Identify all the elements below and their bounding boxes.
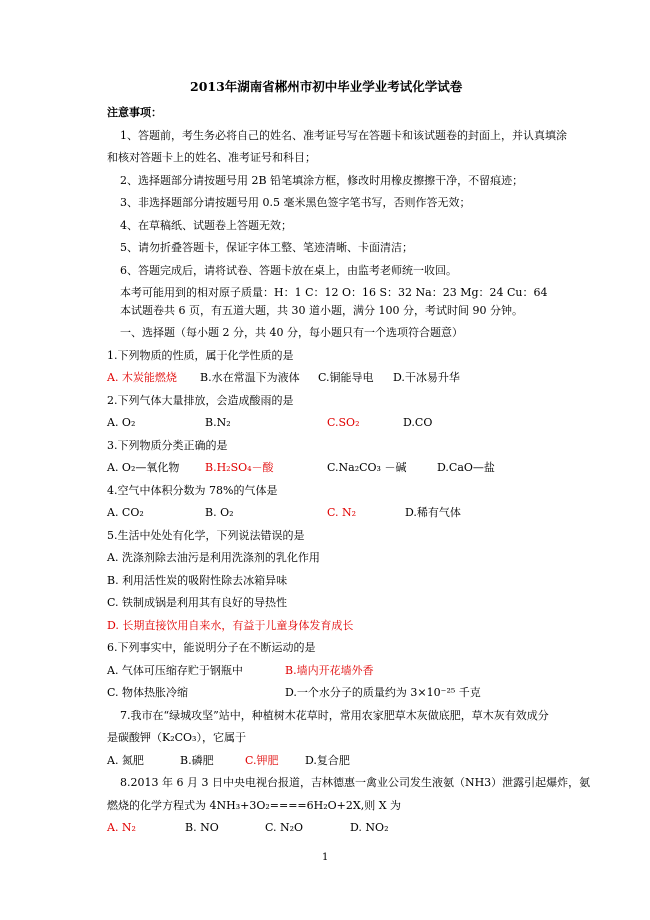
notice-heading: 注意事项：: [107, 106, 162, 119]
question-8-option-a: A. N₂: [107, 821, 136, 834]
question-1-option-a: A. 木炭能燃烧: [107, 371, 177, 384]
notice-4: 4、在草稿纸、试题卷上答题无效；: [120, 219, 292, 232]
question-6-stem: 6.下列事实中，能说明分子在不断运动的是: [107, 641, 316, 654]
question-6-option-a: A. 气体可压缩存贮于钢瓶中: [107, 664, 243, 677]
question-8-option-c: C. N₂O: [265, 821, 304, 834]
question-1-stem: 1.下列物质的性质，属于化学性质的是: [107, 349, 294, 362]
notice-1-cont: 和核对答题卡上的姓名、准考证号和科目；: [107, 151, 316, 164]
question-8-stem: 8.2013 年 6 月 3 日中央电视台报道，吉林德惠一禽业公司发生液氨（NH3）泄露引起爆炸，氨: [120, 776, 591, 789]
question-7-option-c: C.钾肥: [245, 754, 279, 767]
question-7-option-b: B.磷肥: [180, 754, 214, 767]
question-1-option-b: B.水在常温下为液体: [200, 371, 300, 384]
question-4-option-b: B. O₂: [205, 506, 234, 519]
section-1-heading: 一、选择题（每小题 2 分，共 40 分，每小题只有一个选项符合题意）: [120, 326, 463, 339]
question-6-option-b: B.墙内开花墙外香: [285, 664, 374, 677]
page-number: 1: [322, 852, 329, 863]
notice-2: 2、选择题部分请按题号用 2B 铅笔填涂方框，修改时用橡皮擦擦干净，不留痕迹；: [120, 174, 524, 187]
question-2-option-a: A. O₂: [107, 416, 136, 429]
question-2-option-d: D.CO: [403, 416, 433, 429]
question-5-option-b: B. 利用活性炭的吸附性除去冰箱异味: [107, 574, 288, 587]
atomic-mass-line: 本考可能用到的相对原子质量：H：1 C：12 O：16 S：32 Na：23 Mg：24 Cu：64: [120, 286, 548, 299]
question-7-option-a: A. 氮肥: [107, 754, 144, 767]
notice-3: 3、非选择题部分请按题号用 0.5 毫米黑色签字笔书写，否则作答无效；: [120, 196, 471, 209]
notice-1: 1、答题前，考生务必将自己的姓名、准考证号写在答题卡和该试题卷的封面上，并认真填涂: [120, 129, 567, 142]
question-5-stem: 5.生活中处处有化学，下列说法错误的是: [107, 529, 305, 542]
question-4-option-a: A. CO₂: [107, 506, 144, 519]
notice-5: 5、请勿折叠答题卡，保证字体工整、笔迹清晰、卡面清洁；: [120, 241, 413, 254]
question-3-option-a: A. O₂—氧化物: [107, 461, 180, 474]
question-6-option-c: C. 物体热胀冷缩: [107, 686, 189, 699]
page-title: 2013年湖南省郴州市初中毕业学业考试化学试卷: [190, 79, 463, 94]
question-4-option-d: D.稀有气体: [405, 506, 461, 519]
question-2-option-b: B.N₂: [205, 416, 231, 429]
exam-info-line: 本试题卷共 6 页，有五道大题，共 30 道小题，满分 100 分，考试时间 90 分钟。: [120, 304, 523, 317]
question-8-option-d: D. NO₂: [350, 821, 389, 834]
question-3-option-d: D.CaO—盐: [437, 461, 495, 474]
question-3-option-b: B.H₂SO₄－酸: [205, 461, 274, 474]
question-7-stem-cont: 是碳酸钾（K₂CO₃），它属于: [107, 731, 246, 744]
question-5-option-c: C. 铁制成锅是利用其有良好的导热性: [107, 596, 288, 609]
question-2-stem: 2.下列气体大量排放，会造成酸雨的是: [107, 394, 294, 407]
question-2-option-c: C.SO₂: [327, 416, 360, 429]
question-7-option-d: D.复合肥: [305, 754, 350, 767]
question-1-option-d: D.干冰易升华: [393, 371, 460, 384]
notice-6: 6、答题完成后，请将试卷、答题卡放在桌上，由监考老师统一收回。: [120, 264, 457, 277]
question-8-option-b: B. NO: [185, 821, 219, 834]
question-3-option-c: C.Na₂CO₃ －碱: [327, 461, 407, 474]
question-3-stem: 3.下列物质分类正确的是: [107, 439, 228, 452]
question-1-option-c: C.铜能导电: [318, 371, 374, 384]
question-7-stem: 7.我市在“绿城攻坚”站中，种植树木花草时，常用农家肥草木灰做底肥，草木灰有效成分: [120, 709, 549, 722]
question-4-option-c: C. N₂: [327, 506, 357, 519]
question-8-stem-cont: 燃烧的化学方程式为 4NH₃+3O₂====6H₂O+2X,则 X 为: [107, 799, 402, 812]
question-6-option-d: D.一个水分子的质量约为 3×10⁻²⁵ 千克: [285, 686, 481, 699]
question-4-stem: 4.空气中体积分数为 78%的气体是: [107, 484, 278, 497]
question-5-option-a: A. 洗涤剂除去油污是利用洗涤剂的乳化作用: [107, 551, 320, 564]
question-5-option-d: D. 长期直接饮用自来水，有益于儿童身体发育成长: [107, 619, 354, 632]
